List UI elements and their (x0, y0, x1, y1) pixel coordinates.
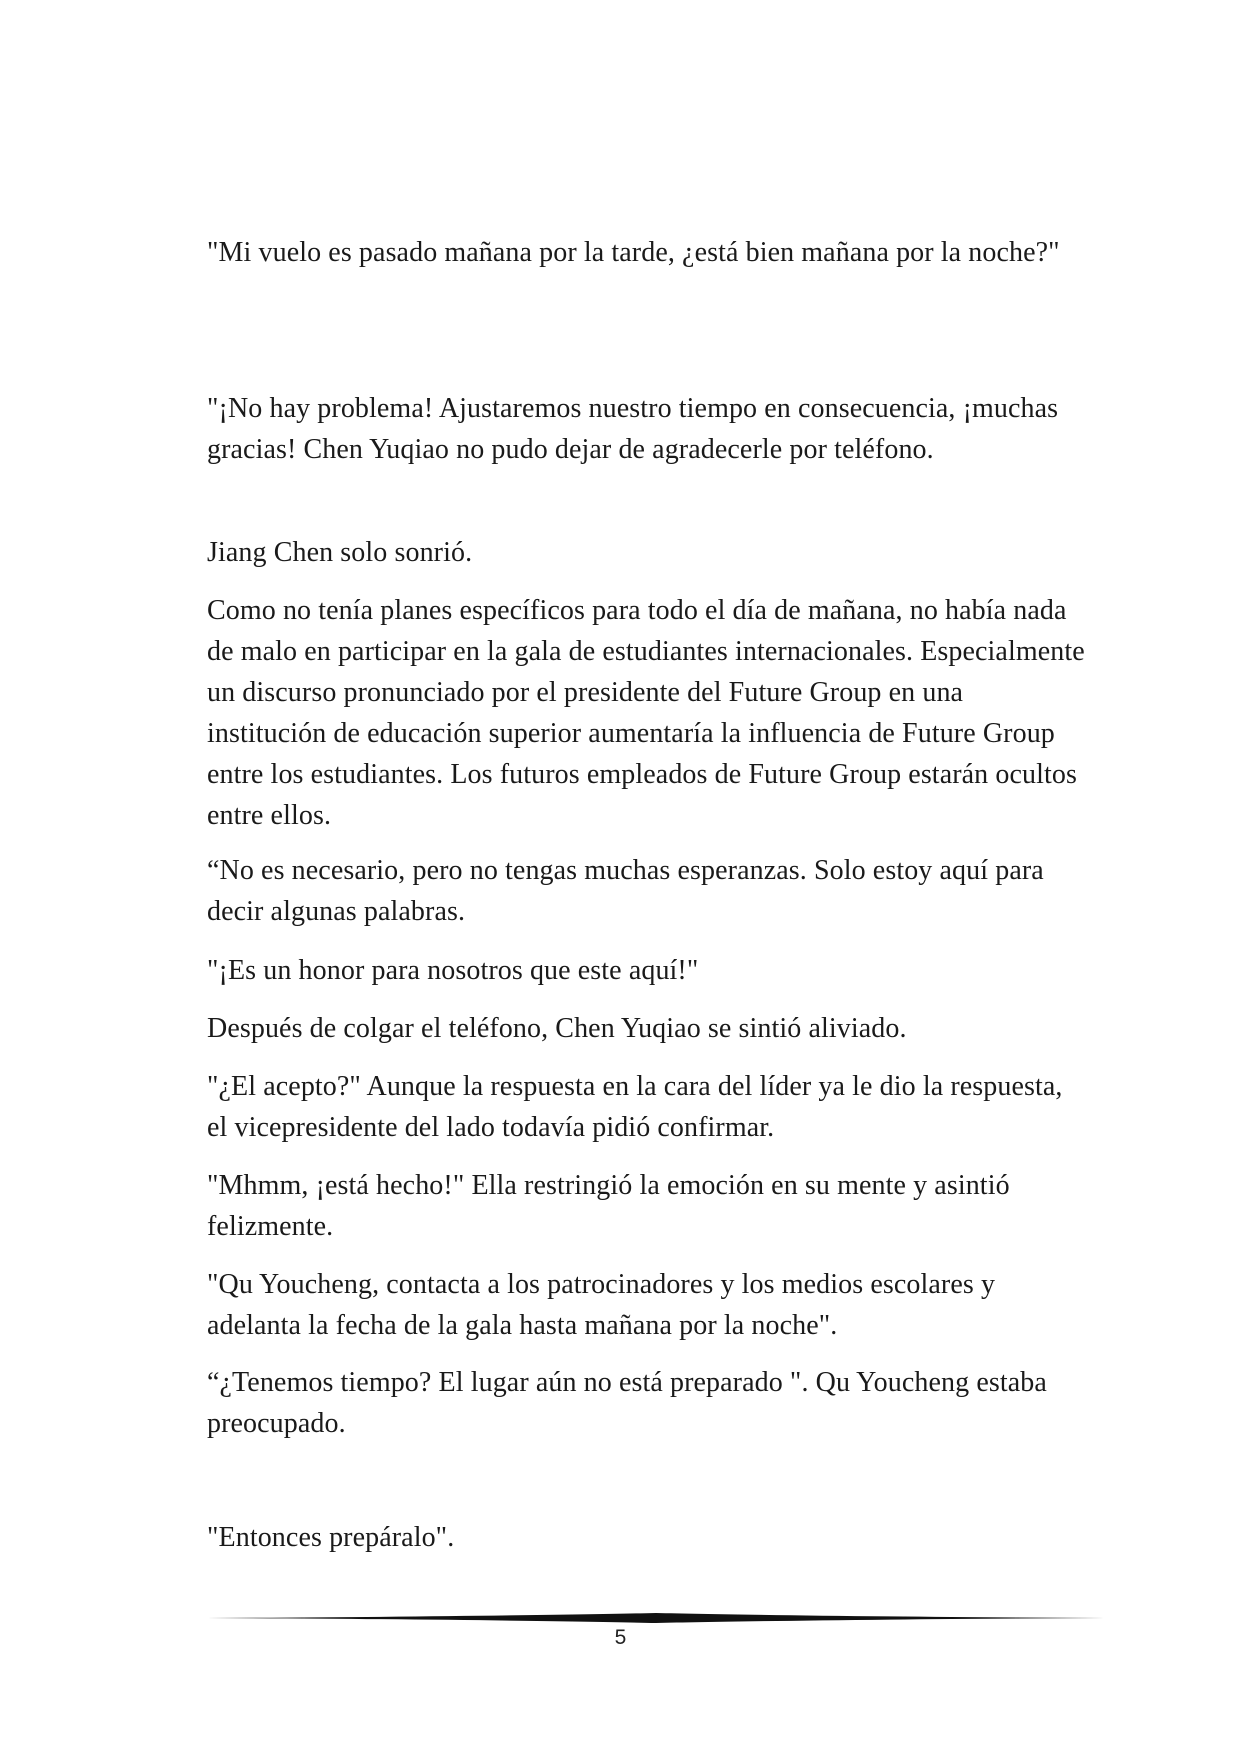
paragraph: "¡Es un honor para nosotros que este aquí!" (207, 955, 699, 986)
paragraph: Jiang Chen solo sonrió. (207, 537, 473, 568)
paragraph: “¿Tenemos tiempo? El lugar aún no está preparado ". Qu Youcheng estaba preocupado. (207, 1367, 1047, 1439)
paragraph: "¿El acepto?" Aunque la respuesta en la cara del líder ya le dio la respuesta, el vicepresidente del lado todavía pidió confirmar. (207, 1071, 1063, 1143)
paragraph: "Qu Youcheng, contacta a los patrocinadores y los medios escolares y adelanta la fecha de la gala hasta mañana por la noche". (207, 1269, 996, 1341)
paragraph: Después de colgar el teléfono, Chen Yuqiao se sintió aliviado. (207, 1013, 907, 1044)
paragraph: "¡No hay problema! Ajustaremos nuestro tiempo en consecuencia, ¡muchas gracias! Chen Yuqiao no pudo dejar de agradecerle por teléfono. (207, 393, 1059, 465)
footer-divider (207, 1612, 1105, 1624)
paragraph: “No es necesario, pero no tengas muchas esperanzas. Solo estoy aquí para decir algunas palabras. (207, 855, 1044, 927)
paragraph: Como no tenía planes específicos para todo el día de mañana, no había nada de malo en participar en la gala de estudiantes internacionales. Especialmente un discurso pronunciado por el presidente del Future Group en una institución de educación superior aumentaría la influencia de Future Group entre los estudiantes. Los futuros empleados de Future Group estarán ocultos entre ellos. (207, 595, 1085, 831)
paragraph: "Entonces prepáralo". (207, 1522, 455, 1553)
page-number: 5 (614, 1626, 627, 1649)
paragraph: "Mi vuelo es pasado mañana por la tarde, ¿está bien mañana por la noche?" (207, 237, 1060, 268)
paragraph: "Mhmm, ¡está hecho!" Ella restringió la emoción en su mente y asintió felizmente. (207, 1170, 1010, 1242)
